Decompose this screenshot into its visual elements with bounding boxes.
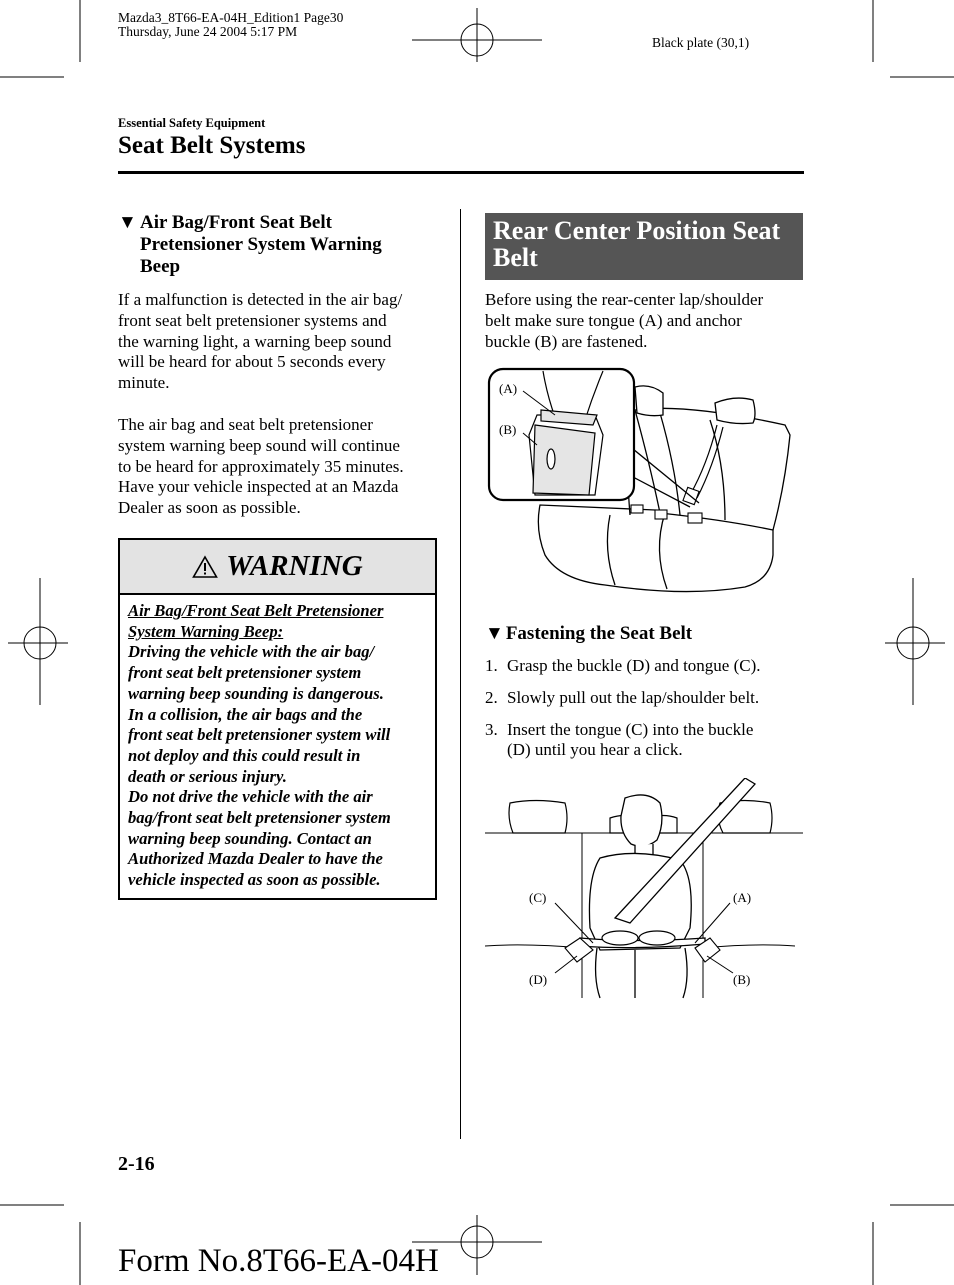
warning-line: Do not drive the vehicle with the air bbox=[128, 787, 373, 807]
heading-line: Beep bbox=[140, 256, 181, 277]
page-number: 2-16 bbox=[118, 1153, 155, 1175]
beep-duration-paragraph bbox=[118, 415, 448, 519]
warning-line: Authorized Mazda Dealer to have the bbox=[128, 849, 383, 869]
malfunction-paragraph bbox=[118, 290, 448, 394]
warning-line: In a collision, the air bags and the bbox=[128, 704, 363, 724]
warning-line: not deploy and this could result in bbox=[128, 745, 361, 765]
warning-subject: System Warning Beep: bbox=[128, 621, 284, 641]
step-text: (D) until you hear a click. bbox=[507, 740, 683, 760]
text-line: the warning light, a warning beep sound bbox=[118, 331, 392, 351]
list-item bbox=[485, 720, 805, 762]
warning-line: front seat belt pretensioner system will bbox=[128, 725, 391, 745]
step-number: 2. bbox=[485, 687, 498, 707]
warning-title: WARNING bbox=[226, 550, 363, 582]
list-item bbox=[485, 688, 805, 709]
text-line: The air bag and seat belt pretensioner bbox=[118, 415, 373, 434]
figure-label-c: (C) bbox=[529, 890, 547, 905]
text-line: Have your vehicle inspected at an Mazda bbox=[118, 477, 399, 497]
print-file-line: Mazda3_8T66-EA-04H_Edition1 Page30 bbox=[118, 10, 344, 25]
section-label: Essential Safety Equipment bbox=[118, 116, 266, 130]
rear-seat-illustration bbox=[485, 365, 803, 605]
air-bag-warning-beep-heading bbox=[118, 212, 448, 278]
title-rule bbox=[118, 171, 804, 174]
figure-label-a: (A) bbox=[733, 890, 752, 905]
column-divider bbox=[460, 209, 461, 1139]
print-date-line: Thursday, June 24 2004 5:17 PM bbox=[118, 24, 298, 39]
heading-line: Pretensioner System Warning bbox=[140, 234, 382, 255]
text-line: buckle (B) are fastened. bbox=[485, 331, 648, 351]
rear-center-intro bbox=[485, 290, 805, 352]
page-title: Seat Belt Systems bbox=[118, 132, 306, 159]
step-text: Grasp the buckle (D) and tongue (C). bbox=[507, 656, 761, 675]
warning-line: warning beep sounding. Contact an bbox=[128, 828, 372, 848]
warning-line: front seat belt pretensioner system bbox=[128, 663, 362, 683]
heading-marker: ▼ bbox=[485, 623, 504, 644]
form-number: Form No.8T66-EA-04H bbox=[118, 1243, 439, 1279]
step-number: 1. bbox=[485, 656, 498, 675]
text-line: system warning beep sound will continue bbox=[118, 435, 400, 455]
text-line: belt make sure tongue (A) and anchor bbox=[485, 310, 742, 330]
text-line: Before using the rear-center lap/shoulder bbox=[485, 290, 764, 309]
warning-triangle-icon bbox=[192, 555, 218, 579]
warning-box bbox=[118, 538, 437, 900]
text-line: front seat belt pretensioner systems and bbox=[118, 310, 387, 330]
step-text: Slowly pull out the lap/shoulder belt. bbox=[507, 687, 760, 707]
text-line: minute. bbox=[118, 373, 170, 393]
warning-line: bag/front seat belt pretensioner system bbox=[128, 808, 391, 828]
warning-body bbox=[120, 595, 435, 891]
heading-text: Fastening the Seat Belt bbox=[505, 623, 693, 644]
text-line: Dealer as soon as possible. bbox=[118, 498, 301, 518]
text-line: If a malfunction is detected in the air bag/ bbox=[118, 290, 403, 309]
fastening-illustration bbox=[485, 778, 803, 1003]
warning-subject: Air Bag/Front Seat Belt Pretensioner bbox=[128, 601, 384, 620]
figure-label-a: (A) bbox=[499, 381, 518, 396]
step-text: Insert the tongue (C) into the buckle bbox=[507, 719, 754, 739]
plate-label: Black plate (30,1) bbox=[652, 35, 750, 50]
figure-label-b: (B) bbox=[733, 972, 751, 987]
text-line: will be heard for about 5 seconds every bbox=[118, 352, 386, 372]
fastening-heading bbox=[485, 623, 805, 645]
step-number: 3. bbox=[485, 719, 498, 739]
rear-center-seat-belt-heading bbox=[485, 213, 803, 280]
heading-line: Rear Center Position Seat bbox=[493, 216, 781, 245]
figure-label-d: (D) bbox=[529, 972, 548, 987]
warning-line: vehicle inspected as soon as possible. bbox=[128, 870, 381, 890]
fastening-steps bbox=[485, 656, 805, 761]
warning-line: death or serious injury. bbox=[128, 766, 287, 786]
warning-header bbox=[120, 540, 435, 595]
heading-line: Air Bag/Front Seat Belt bbox=[140, 212, 332, 233]
heading-marker: ▼ bbox=[118, 212, 137, 233]
heading-line: Belt bbox=[493, 243, 538, 272]
warning-line: Driving the vehicle with the air bag/ bbox=[128, 642, 375, 662]
text-line: to be heard for approximately 35 minutes. bbox=[118, 456, 404, 476]
figure-label-b: (B) bbox=[499, 422, 517, 437]
list-item bbox=[485, 656, 805, 677]
warning-line: warning beep sounding is dangerous. bbox=[128, 683, 384, 703]
